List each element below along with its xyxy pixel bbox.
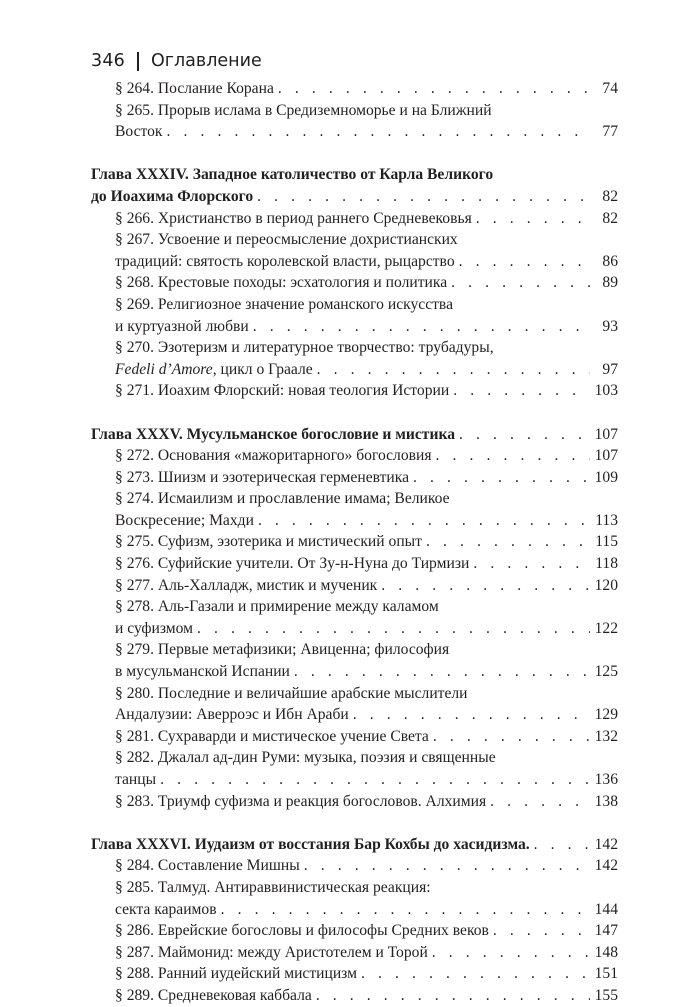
toc-entry-title: § 286. Еврейские богословы и философы Средних веков [115,922,489,940]
title-rest: , цикл о Граале [212,360,313,378]
dot-leader [312,985,590,1007]
toc-page-number: 93 [602,317,618,335]
dot-leader [156,769,590,791]
toc-page-number: 142 [594,857,618,875]
toc-entry-282-line1[interactable] [91,747,618,769]
toc-entry-267-line2[interactable] [91,251,618,273]
toc-page-number: 125 [594,663,618,681]
toc-page-number: 107 [594,425,618,443]
toc-entry-title: § 280. Последние и величайшие арабские мыслители [115,684,468,702]
dot-leader [447,272,590,294]
toc-entry-title-cont: и куртуазной любви [115,317,249,335]
toc-entry-268[interactable] [91,272,618,294]
dot-leader [486,791,590,813]
toc-entry-264[interactable] [91,78,618,100]
page-number: 346 [91,51,126,71]
chapter-title-cont: до Иоахима Флорского [91,187,254,205]
toc-entry-281[interactable] [91,726,618,748]
toc-page-number: 155 [594,986,618,1004]
header-divider [137,52,139,71]
toc-page-number: 142 [594,835,618,853]
toc-entry-title: § 274. Исмаилизм и прославление имама; Великое [115,490,450,508]
toc-page-number: 97 [602,360,618,378]
toc-page-number: 103 [594,382,618,400]
toc-entry-278-line1[interactable] [91,596,618,618]
dot-leader [428,942,590,964]
toc-entry-title-cont: танцы [115,771,157,788]
toc-entry-title: § 281. Сухраварди и мистическое учение Света [115,727,429,745]
chapter-title: Глава XXXV. Мусульманское богословие и мистика [91,425,455,443]
toc-entry-280-line2[interactable] [91,704,618,726]
toc-entry-269-line2[interactable] [91,316,618,338]
toc-page-number: 122 [594,619,618,637]
dot-leader [249,316,590,338]
toc-entry-title: § 267. Усвоение и переосмысление дохристианских [115,231,458,249]
toc-page-number: 148 [594,943,618,961]
dot-leader [455,424,590,446]
toc-chapter-35[interactable] [91,424,618,446]
toc-entry-title: § 288. Ранний иудейский мистицизм [115,965,357,983]
table-of-contents [91,78,618,1007]
toc-chapter-36[interactable] [91,834,618,856]
toc-entry-272[interactable] [91,445,618,467]
dot-leader [530,834,590,856]
toc-entry-title: § 264. Послание Корана [115,80,274,97]
running-header [91,48,262,74]
dot-leader [163,121,591,143]
dot-leader [274,78,590,100]
dot-leader [357,963,590,985]
toc-entry-title: § 268. Крестовые походы: эсхатология и политика [115,274,448,292]
dot-leader [300,855,590,877]
dot-leader [429,726,590,748]
toc-entry-title: § 271. Иоахим Флорский: новая теология Истории [115,382,450,400]
toc-page-number: 89 [602,274,618,292]
dot-leader [217,899,590,921]
dot-leader [469,553,590,575]
toc-entry-287[interactable] [91,942,618,964]
dot-leader [489,920,590,942]
toc-entry-title-cont: традиций: святость королевской власти, рыцарство [115,252,455,270]
toc-entry-270-line2[interactable] [91,359,618,381]
toc-entry-title-cont: в мусульманской Испании [115,663,290,681]
toc-entry-279-line2[interactable] [91,661,618,683]
toc-entry-title: § 269. Религиозное значение романского искусства [115,295,454,313]
toc-entry-271[interactable] [91,380,618,402]
toc-entry-277[interactable] [91,575,618,597]
dot-leader [422,531,590,553]
toc-entry-275[interactable] [91,531,618,553]
toc-page-number: 86 [602,252,618,270]
toc-page-number: 115 [595,533,618,551]
toc-entry-265-line1[interactable] [91,100,618,122]
toc-entry-title: § 272. Основания «мажоритарного» богословия [115,447,432,465]
toc-entry-285-line1[interactable] [91,877,618,899]
toc-entry-title-cont: и суфизмом [115,619,193,637]
toc-page-number: 107 [594,447,618,465]
toc-page-number: 147 [594,922,618,940]
dot-leader [193,618,590,640]
toc-entry-title: § 277. Аль-Халладж, мистик и мученик [115,576,378,594]
toc-entry-278-line2[interactable] [91,618,618,640]
dot-leader [313,359,590,381]
toc-entry-title: § 278. Аль-Газали и примирение между каламом [115,598,439,616]
toc-entry-title: § 273. Шиизм и эзотерическая герменевтика [115,468,410,486]
toc-entry-274-line2[interactable] [91,510,618,532]
dot-leader [409,467,590,489]
chapter-title: Глава XXXIV. Западное католичество от Карла Великого [91,166,494,184]
toc-page-number: 82 [602,187,618,205]
toc-entry-title: § 284. Составление Мишны [115,857,300,875]
dot-leader [254,510,590,532]
dot-leader [472,208,590,230]
toc-entry-270-line1[interactable] [91,337,618,359]
toc-entry-title-cont: Андалузии: Аверроэс и Ибн Араби [115,706,349,724]
toc-entry-283[interactable] [91,791,618,813]
toc-page-number: 113 [595,511,618,529]
toc-entry-title: § 270. Эзотеризм и литературное творчество: трубадуры, [115,339,494,357]
toc-entry-269-line1[interactable] [91,294,618,316]
toc-chapter-34-line1[interactable] [91,164,618,186]
toc-entry-title-cont [115,359,313,381]
toc-page-number: 132 [594,727,618,745]
toc-entry-276[interactable] [91,553,618,575]
dot-leader [349,704,590,726]
toc-entry-280-line1[interactable] [91,683,618,705]
toc-entry-267-line1[interactable] [91,229,618,251]
toc-entry-279-line1[interactable] [91,639,618,661]
toc-entry-284[interactable] [91,855,618,877]
dot-leader [253,186,590,208]
toc-entry-title: § 287. Маймонид: между Аристотелем и Торой [115,943,428,961]
toc-entry-288[interactable] [91,963,618,985]
toc-entry-title-cont: Восток [115,123,163,141]
toc-page-number: 74 [602,80,618,97]
toc-page-number: 109 [594,468,618,486]
toc-entry-274-line1[interactable] [91,488,618,510]
toc-entry-title: § 266. Христианство в период раннего Средневековья [115,209,472,227]
toc-entry-title: § 285. Талмуд. Антираввинистическая реакция: [115,878,431,896]
toc-entry-title: § 276. Суфийские учители. От Зу-н-Нуна до Тирмизи [115,555,470,573]
toc-page-number: 151 [594,965,618,983]
toc-entry-265-line2[interactable] [91,121,618,143]
toc-page-number: 144 [594,900,618,918]
toc-page-number: 120 [594,576,618,594]
dot-leader [455,251,590,273]
toc-entry-289[interactable] [91,985,618,1007]
toc-chapter-34-line2[interactable] [91,186,618,208]
dot-leader [290,661,590,683]
toc-entry-title: § 279. Первые метафизики; Авиценна; философия [115,641,450,659]
toc-entry-273[interactable] [91,467,618,489]
toc-entry-title-cont: Воскресение; Махди [115,511,254,529]
toc-entry-282-line2[interactable] [91,769,618,791]
toc-entry-title: § 283. Триумф суфизма и реакция богословов. Алхимия [115,792,487,810]
dot-leader [377,575,590,597]
toc-page-number: 77 [602,123,618,141]
toc-page-number: 136 [594,771,618,788]
running-title: Оглавление [151,51,262,71]
toc-entry-title: § 275. Суфизм, эзотерика и мистический опыт [115,533,422,551]
dot-leader [449,380,590,402]
toc-entry-title: § 282. Джалал ад-дин Руми: музыка, поэзия и священные [115,749,496,767]
chapter-title: Глава XXXVI. Иудаизм от восстания Бар Кохбы до хасидизма. [91,835,530,853]
italic-title: Fedeli d’Amore [115,360,213,378]
toc-entry-title: § 289. Средневековая каббала [115,986,312,1004]
toc-entry-title: § 265. Прорыв ислама в Средиземноморье и на Ближний [115,101,492,119]
toc-entry-266[interactable] [91,208,618,230]
toc-entry-285-line2[interactable] [91,899,618,921]
toc-entry-286[interactable] [91,920,618,942]
toc-page-number: 138 [594,792,618,810]
toc-page-number: 82 [602,209,618,227]
toc-page-number: 129 [594,706,618,724]
dot-leader [432,445,590,467]
toc-page-number: 118 [595,555,618,573]
toc-entry-title-cont: секта караимов [115,900,217,918]
